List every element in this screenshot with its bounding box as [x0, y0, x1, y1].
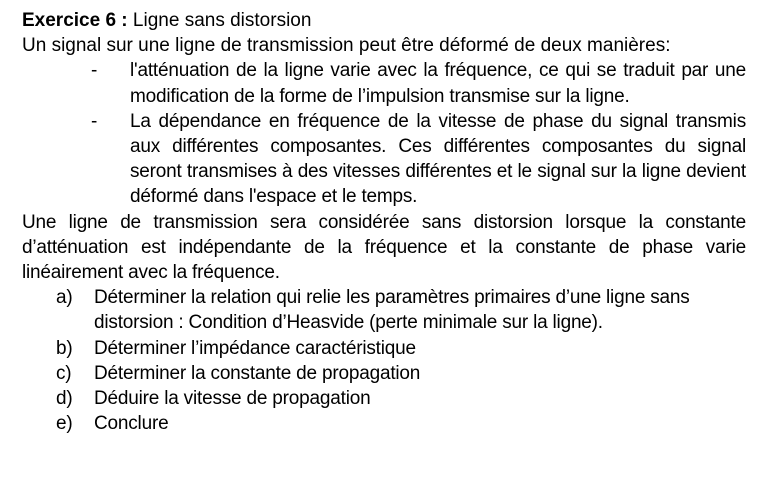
exercise-label: Exercice 6 :	[22, 10, 128, 31]
question-item	[22, 361, 746, 386]
question-label: c)	[56, 362, 72, 384]
definition-paragraph: Une ligne de transmission sera considérée sans distorsion lorsque la constante d’atténuation est indépendante de la fréquence et la constante de phase varie linéairement avec la fréquence.	[22, 211, 746, 284]
bullet-marker: -	[91, 110, 98, 132]
question-label: b)	[56, 337, 73, 359]
exercise-document	[22, 8, 746, 436]
question-text: Déterminer la relation qui relie les paramètres primaires d’une ligne sans distorsion : Condition d’Heasvide (perte minimale sur la ligne).	[94, 287, 690, 334]
question-item	[22, 411, 746, 436]
exercise-heading	[22, 8, 746, 33]
question-item	[22, 336, 746, 361]
question-label: e)	[56, 413, 73, 435]
question-label: a)	[56, 287, 73, 309]
distortion-causes-list	[22, 58, 746, 209]
bullet-item	[22, 109, 746, 210]
bullet-item	[22, 58, 746, 108]
question-item	[22, 285, 746, 335]
question-text: Déduire la vitesse de propagation	[94, 388, 371, 410]
exercise-title: Ligne sans distorsion	[132, 10, 312, 31]
question-text: Conclure	[94, 413, 169, 435]
question-item	[22, 386, 746, 411]
question-text: Déterminer l’impédance caractéristique	[94, 337, 416, 359]
bullet-marker: -	[91, 60, 98, 82]
bullet-text: l'atténuation de la ligne varie avec la fréquence, ce qui se traduit par une modification de la forme de l’impulsion transmise sur la ligne.	[130, 60, 746, 107]
question-label: d)	[56, 388, 73, 410]
question-text: Déterminer la constante de propagation	[94, 362, 421, 384]
bullet-text: La dépendance en fréquence de la vitesse de phase du signal transmis aux différentes composantes. Ces différentes composantes du signal seront transmises à des vitesses différentes et le signal sur la ligne devient déformé dans l'espace et le temps.	[130, 110, 746, 208]
questions-list	[22, 285, 746, 436]
intro-text: Un signal sur une ligne de transmission peut être déformé de deux manières:	[22, 35, 671, 57]
